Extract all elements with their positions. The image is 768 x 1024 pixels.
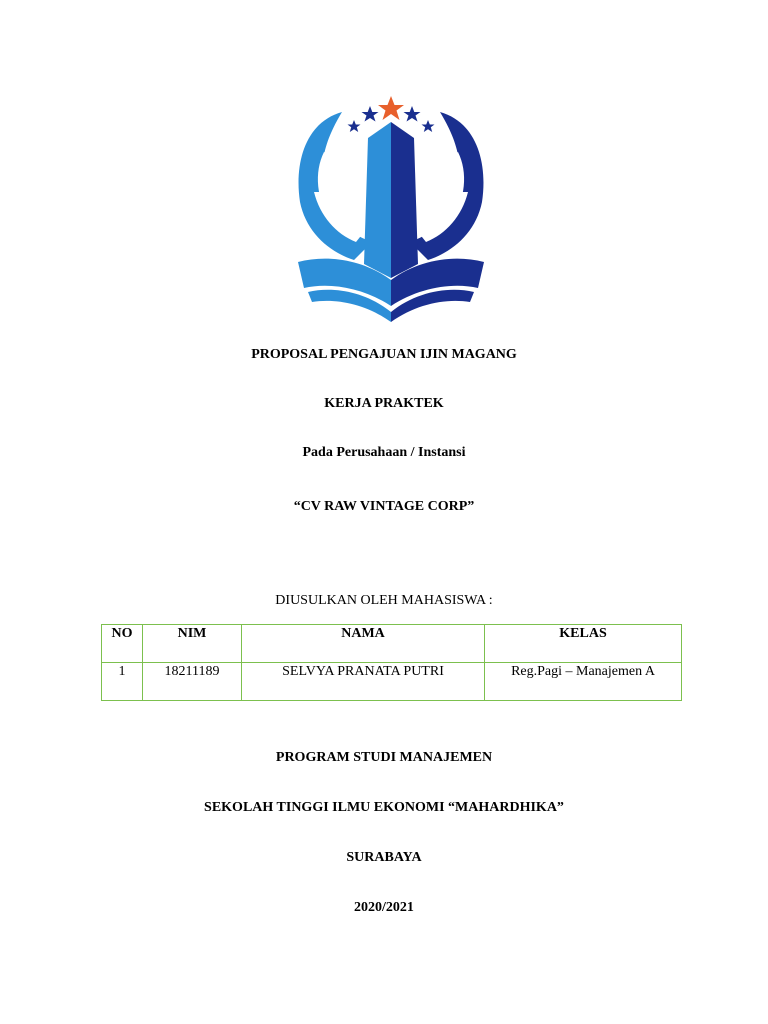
header-nama: NAMA [242, 625, 485, 663]
cell-nama: SELVYA PRANATA PUTRI [242, 663, 485, 701]
star-icon [362, 106, 379, 122]
header-kelas: KELAS [485, 625, 682, 663]
institution-logo-icon [284, 92, 498, 324]
cell-kelas: Reg.Pagi – Manajemen A [485, 663, 682, 701]
academic-year: 2020/2021 [354, 900, 414, 915]
company-name: “CV RAW VINTAGE CORP” [293, 499, 475, 514]
table-row [102, 663, 682, 701]
star-icon [348, 120, 361, 132]
program-name: PROGRAM STUDI MANAJEMEN [275, 750, 493, 765]
header-nim: NIM [143, 625, 242, 663]
title-line-1: PROPOSAL PENGAJUAN IJIN MAGANG [251, 347, 517, 362]
student-table [101, 624, 682, 701]
cell-no: 1 [102, 663, 143, 701]
title-line-2: KERJA PRAKTEK [324, 396, 444, 411]
cell-nim: 18211189 [143, 663, 242, 701]
city-name: SURABAYA [346, 850, 422, 865]
school-name: SEKOLAH TINGGI ILMU EKONOMI “MAHARDHIKA” [204, 800, 564, 815]
star-icon [404, 106, 421, 122]
table-header-row [102, 625, 682, 663]
star-icon [422, 120, 435, 132]
star-icon [378, 96, 404, 120]
proposed-by-label: DIUSULKAN OLEH MAHASISWA : [275, 593, 493, 608]
header-no: NO [102, 625, 143, 663]
title-line-3: Pada Perusahaan / Instansi [302, 445, 466, 460]
